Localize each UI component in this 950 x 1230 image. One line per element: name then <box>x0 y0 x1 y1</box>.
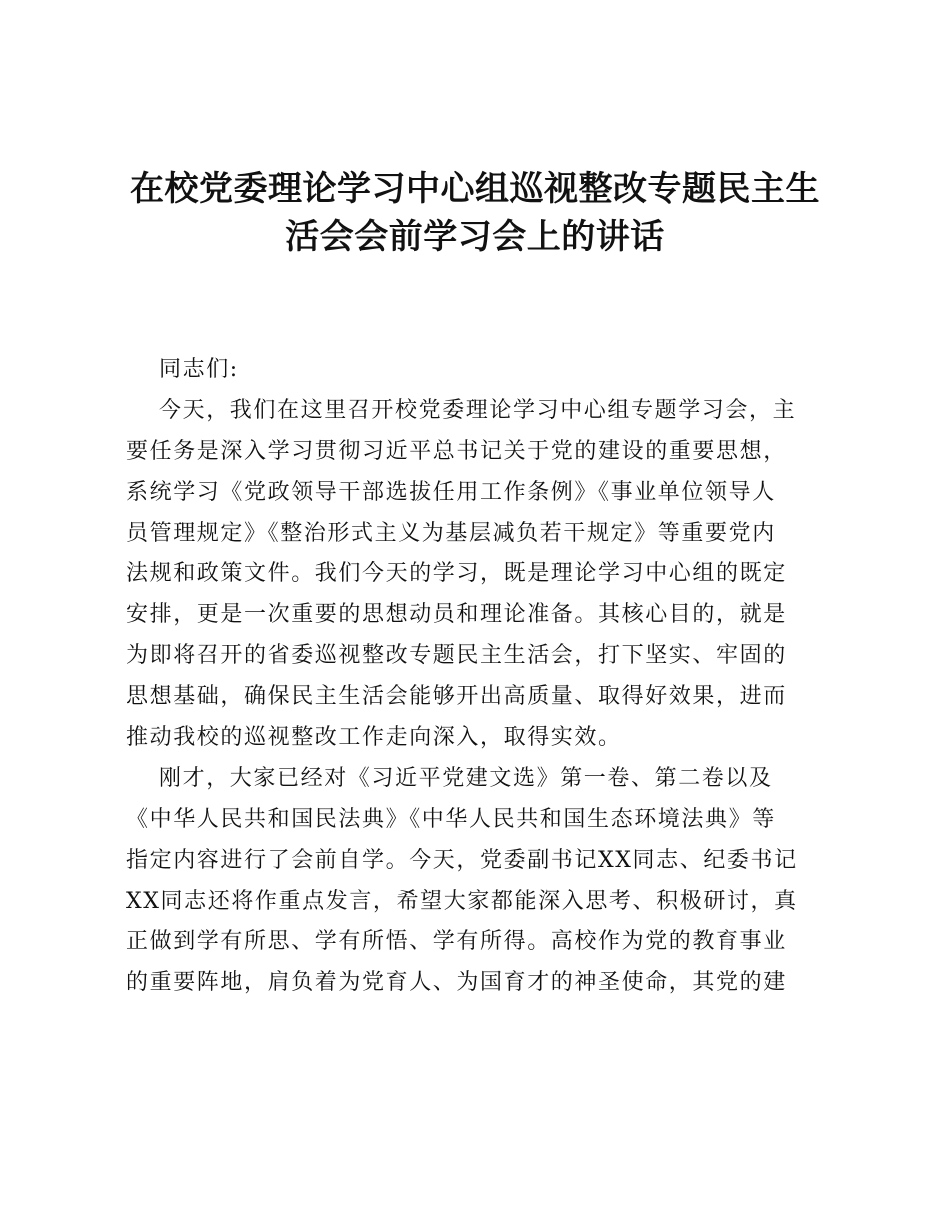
paragraph-1-line-6: 安排，更是一次重要的思想动员和理论准备。其核心目的，就是 <box>126 602 787 628</box>
paragraph-1-line-7: 为即将召开的省委巡视整改专题民主生活会，打下坚实、牢固的 <box>126 643 787 669</box>
paragraph-1-line-1: 今天，我们在这里召开校党委理论学习中心组专题学习会，主 <box>159 397 797 423</box>
paragraph-2-line-6: 的重要阵地，肩负着为党育人、为国育才的神圣使命，其党的建 <box>126 970 787 996</box>
paragraph-1-line-9: 推动我校的巡视整改工作走向深入，取得实效。 <box>126 725 622 751</box>
paragraph-2-line-1: 刚才，大家已经对《习近平党建文选》第一卷、第二卷以及 <box>159 765 773 791</box>
paragraph-2-line-2: 《中华人民共和国民法典》《中华人民共和国生态环境法典》等 <box>126 806 776 832</box>
document-body <box>126 350 826 1004</box>
salutation: 同志们: <box>159 357 239 382</box>
paragraph-2-line-4: XX同志还将作重点发言，希望大家都能深入思考、积极研讨，真 <box>126 888 798 914</box>
document-title <box>110 165 840 261</box>
paragraph-1-line-8: 思想基础，确保民主生活会能够开出高质量、取得好效果，进而 <box>126 684 787 710</box>
title-line-2: 活会会前学习会上的讲话 <box>285 217 665 257</box>
paragraph-1-line-3: 系统学习《党政领导干部选拔任用工作条例》《事业单位领导人 <box>126 479 776 505</box>
paragraph-1-line-4: 员管理规定》《整治形式主义为基层减负若干规定》等重要党内 <box>126 520 776 546</box>
paragraph-1-line-5: 法规和政策文件。我们今天的学习，既是理论学习中心组的既定 <box>126 561 787 587</box>
title-line-1: 在校党委理论学习中心组巡视整改专题民主生 <box>130 169 820 209</box>
paragraph-2-line-3: 指定内容进行了会前自学。今天，党委副书记XX同志、纪委书记 <box>126 847 798 873</box>
paragraph-2-line-5: 正做到学有所思、学有所悟、学有所得。高校作为党的教育事业 <box>126 929 787 955</box>
paragraph-1-line-2: 要任务是深入学习贯彻习近平总书记关于党的建设的重要思想， <box>126 438 787 464</box>
